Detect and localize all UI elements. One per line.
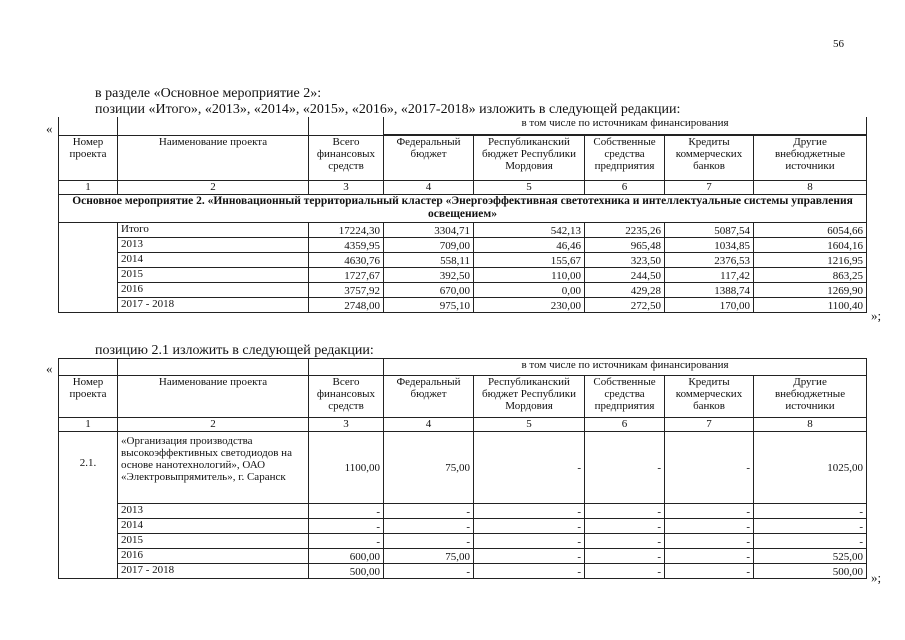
row-label: 2016: [118, 549, 309, 564]
value-cell: -: [384, 534, 474, 549]
value-cell: -: [665, 564, 754, 579]
header-num: Номер проекта: [59, 376, 118, 418]
page-number: 56: [833, 38, 844, 50]
col-number: 4: [384, 180, 474, 194]
value-cell: -: [754, 519, 867, 534]
opening-quote-2: «: [46, 361, 53, 376]
col-number: 6: [585, 418, 665, 432]
col-number: 8: [754, 180, 867, 194]
header-total: Всего финансовых средств: [309, 376, 384, 418]
value-cell: -: [384, 564, 474, 579]
value-cell: -: [754, 534, 867, 549]
value-cell: -: [665, 504, 754, 519]
value-cell: 542,13: [474, 222, 585, 237]
value-cell: -: [585, 534, 665, 549]
header-own: Собственные средства предприятия: [585, 135, 665, 180]
value-cell: -: [585, 519, 665, 534]
table-row: [59, 564, 867, 579]
header-own: Собственные средства предприятия: [585, 376, 665, 418]
table-2: [58, 358, 867, 579]
col-number: 4: [384, 418, 474, 432]
header-republic: Республиканский бюджет Республики Мордовия: [474, 376, 585, 418]
row-label: 2014: [118, 519, 309, 534]
project-number: 2.1.: [59, 432, 118, 579]
table-row: [59, 252, 867, 267]
value-cell: -: [474, 432, 585, 504]
header-sources-group: в том числе по источникам финансирования: [384, 359, 867, 376]
value-cell: -: [585, 564, 665, 579]
value-cell: 670,00: [384, 282, 474, 297]
col-number: 2: [118, 180, 309, 194]
col-number: 1: [59, 418, 118, 432]
value-cell: 975,10: [384, 297, 474, 312]
col-number: 7: [665, 418, 754, 432]
value-cell: -: [665, 519, 754, 534]
value-cell: -: [474, 534, 585, 549]
header-other: Другие внебюджетные источники: [754, 135, 867, 180]
header-credits: Кредиты коммерческих банков: [665, 135, 754, 180]
value-cell: -: [585, 504, 665, 519]
header-name: Наименование проекта: [118, 376, 309, 418]
value-cell: 17224,30: [309, 222, 384, 237]
value-cell: 5087,54: [665, 222, 754, 237]
intro-line-2: позиции «Итого», «2013», «2014», «2015», «2016», «2017-2018» изложить в следующей редакции:: [95, 102, 681, 117]
row-label: 2017 - 2018: [118, 564, 309, 579]
value-cell: 75,00: [384, 549, 474, 564]
value-cell: 709,00: [384, 237, 474, 252]
value-cell: -: [665, 534, 754, 549]
table-row: [59, 237, 867, 252]
row-label: 2015: [118, 534, 309, 549]
closing-quote-1: »;: [871, 308, 882, 323]
row-label: 2017 - 2018: [118, 297, 309, 312]
intro-line-3: позицию 2.1 изложить в следующей редакции:: [95, 343, 374, 358]
row-label: 2013: [118, 237, 309, 252]
value-cell: 429,28: [585, 282, 665, 297]
value-cell: 110,00: [474, 267, 585, 282]
col-number: 1: [59, 180, 118, 194]
row-label: 2015: [118, 267, 309, 282]
value-cell: 1100,40: [754, 297, 867, 312]
project-name: «Организация производства высокоэффективных светодиодов на основе нанотехнологий», ОАО «Электровыпрямитель», г. Саранск: [118, 432, 309, 504]
value-cell: 965,48: [585, 237, 665, 252]
col-number: 6: [585, 180, 665, 194]
column-number-row: [59, 418, 867, 432]
row-label: 2013: [118, 504, 309, 519]
col-number: 3: [309, 180, 384, 194]
value-cell: -: [474, 519, 585, 534]
col-number: 7: [665, 180, 754, 194]
value-cell: 46,46: [474, 237, 585, 252]
value-cell: -: [384, 519, 474, 534]
value-cell: 2376,53: [665, 252, 754, 267]
header-total: Всего финансовых средств: [309, 135, 384, 180]
opening-quote-1: «: [46, 121, 53, 136]
empty-top-left-2: [118, 117, 309, 135]
value-cell: -: [474, 504, 585, 519]
empty-top-left-2: [118, 359, 309, 376]
value-cell: 392,50: [384, 267, 474, 282]
empty-top-left-3: [309, 359, 384, 376]
table-row: [59, 222, 867, 237]
value-cell: 600,00: [309, 549, 384, 564]
value-cell: 272,50: [585, 297, 665, 312]
col-number: 8: [754, 418, 867, 432]
value-cell: -: [474, 564, 585, 579]
value-cell: 1025,00: [754, 432, 867, 504]
value-cell: 500,00: [754, 564, 867, 579]
col-number: 5: [474, 418, 585, 432]
section-title: Основное мероприятие 2. «Инновационный территориальный кластер «Энергоэффективная светотехника и интеллектуальные системы управления освещением»: [59, 194, 867, 222]
table-row: [59, 282, 867, 297]
value-cell: 558,11: [384, 252, 474, 267]
value-cell: 1727,67: [309, 267, 384, 282]
value-cell: 1388,74: [665, 282, 754, 297]
header-name: Наименование проекта: [118, 135, 309, 180]
value-cell: 2748,00: [309, 297, 384, 312]
col-number: 3: [309, 418, 384, 432]
table-row: [59, 534, 867, 549]
value-cell: 0,00: [474, 282, 585, 297]
value-cell: 6054,66: [754, 222, 867, 237]
project-row: [59, 432, 867, 504]
value-cell: 3757,92: [309, 282, 384, 297]
value-cell: -: [665, 432, 754, 504]
closing-quote-2: »;: [871, 570, 882, 585]
value-cell: -: [309, 534, 384, 549]
table-row: [59, 504, 867, 519]
row-label: 2014: [118, 252, 309, 267]
value-cell: 323,50: [585, 252, 665, 267]
value-cell: 75,00: [384, 432, 474, 504]
value-cell: 500,00: [309, 564, 384, 579]
table-row: [59, 297, 867, 312]
header-credits: Кредиты коммерческих банков: [665, 376, 754, 418]
table-row: [59, 549, 867, 564]
value-cell: 3304,71: [384, 222, 474, 237]
intro-line-1: в разделе «Основное мероприятие 2»:: [95, 86, 322, 101]
row-label: 2016: [118, 282, 309, 297]
value-cell: -: [309, 519, 384, 534]
value-cell: -: [585, 549, 665, 564]
value-cell: -: [665, 549, 754, 564]
header-federal: Федеральный бюджет: [384, 376, 474, 418]
header-republic: Республиканский бюджет Республики Мордовия: [474, 135, 585, 180]
empty-top-left: [59, 117, 118, 135]
value-cell: -: [309, 504, 384, 519]
value-cell: 1034,85: [665, 237, 754, 252]
value-cell: 1100,00: [309, 432, 384, 504]
column-number-row: [59, 180, 867, 194]
header-sources-group: в том числе по источникам финансирования: [384, 117, 867, 134]
value-cell: 4630,76: [309, 252, 384, 267]
row-label: Итого: [118, 222, 309, 237]
empty-top-left-3: [309, 117, 384, 135]
value-cell: 863,25: [754, 267, 867, 282]
header-federal: Федеральный бюджет: [384, 135, 474, 180]
value-cell: 2235,26: [585, 222, 665, 237]
value-cell: 525,00: [754, 549, 867, 564]
value-cell: 244,50: [585, 267, 665, 282]
empty-top-left: [59, 359, 118, 376]
value-cell: 170,00: [665, 297, 754, 312]
header-other: Другие внебюджетные источники: [754, 376, 867, 418]
table-row: [59, 267, 867, 282]
table-1: [58, 117, 867, 313]
value-cell: 4359,95: [309, 237, 384, 252]
value-cell: 230,00: [474, 297, 585, 312]
value-cell: 117,42: [665, 267, 754, 282]
header-num: Номер проекта: [59, 135, 118, 180]
value-cell: 1604,16: [754, 237, 867, 252]
value-cell: -: [384, 504, 474, 519]
value-cell: 155,67: [474, 252, 585, 267]
value-cell: -: [754, 504, 867, 519]
value-cell: -: [585, 432, 665, 504]
table-row: [59, 519, 867, 534]
empty-num-cell: [59, 222, 118, 312]
value-cell: 1216,95: [754, 252, 867, 267]
value-cell: 1269,90: [754, 282, 867, 297]
col-number: 2: [118, 418, 309, 432]
value-cell: -: [474, 549, 585, 564]
col-number: 5: [474, 180, 585, 194]
